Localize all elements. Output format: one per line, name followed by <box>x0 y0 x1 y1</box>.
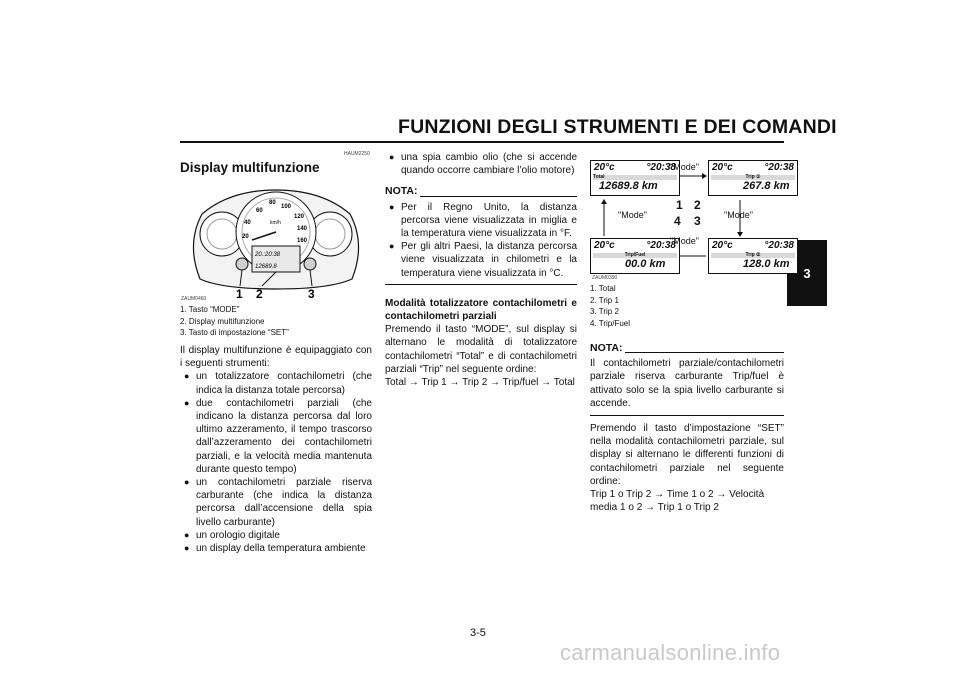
figure-captions <box>180 304 370 339</box>
diagram-number: 3 <box>694 214 701 228</box>
callout-2: 2 <box>256 287 263 301</box>
middle-column-text <box>385 151 577 389</box>
list-item: ● una spia cambio olio (che si accende quando occorre cambiare l’olio motore) <box>389 152 577 177</box>
set-button <box>304 258 316 270</box>
diagram-captions <box>590 283 780 329</box>
diagram-number: 2 <box>694 198 701 212</box>
bullet-icon: ● <box>389 241 395 252</box>
lcd-time: 20.:20:38 <box>255 252 281 258</box>
left-column-text <box>180 344 372 555</box>
nota-paragraph: Il contachilometri parziale/contachilometri parziale riserva carburante Trip/fuel è attivato solo se la spia livello carburante si accende. <box>590 358 784 409</box>
instrument-cluster-figure <box>180 184 372 310</box>
list-item: ● Per il Regno Unito, la distanza percorsa viene visualizzata in miglia e la temperatura viene visualizzata in °F. <box>389 201 577 240</box>
mode-diagram <box>590 160 794 275</box>
right-column-text <box>590 342 784 514</box>
bullet-icon: ● <box>389 152 395 162</box>
set-sequence: Trip 1 o Trip 2 → Time 1 o 2 → Velocità media 1 o 2 → Trip 1 o Trip 2 <box>590 489 765 514</box>
diagram-number: 4 <box>674 214 681 228</box>
bullet-icon: ● <box>184 543 190 554</box>
display-trip1: 20°c °20:38 Trip ① 267.8 km <box>708 160 798 196</box>
set-paragraph: Premendo il tasto d’impostazione “SET” nella modalità contachilometri parziale, sul display si alternano le differenti funzioni di contachilometri parziale nel seguente ordine: <box>590 423 784 487</box>
nota-heading: NOTA: <box>385 185 577 198</box>
gauge-number: 20 <box>242 234 249 240</box>
nota-heading: NOTA: <box>590 342 784 355</box>
subsection-title: Modalità totalizzatore contachilometri e contachilometri parziali <box>385 297 577 323</box>
page-number: 3-5 <box>470 627 486 639</box>
caption-item: 2. Display multifunzione <box>180 316 265 326</box>
mode-label: "Mode" <box>618 210 647 220</box>
list-item: ● due contachilometri parziali (che indicano la distanza percorsa dal loro ultimo azzeramento, il tempo trascorso dall’azzeramento dei contachilometri parziali, e la velocità media mantenuta durante questo tempo) <box>184 397 372 475</box>
figure-code: ZAUM0460 <box>181 296 207 302</box>
list-item: ● Per gli altri Paesi, la distanza percorsa viene visualizzata in chilometri e la temperatura viene visualizzata in °C. <box>389 241 577 279</box>
mode-sequence: Total → Trip 1 → Trip 2 → Trip/fuel → Total <box>385 377 575 389</box>
display-total: 20°c °20:38 Total 12689.8 km <box>590 160 680 196</box>
nota-end-rule <box>385 284 577 285</box>
callout-1: 1 <box>236 287 243 301</box>
caption-item: 1. Tasto “MODE” <box>180 305 240 314</box>
list-item: ● un display della temperatura ambiente <box>184 543 366 555</box>
nota-end-rule <box>590 415 784 416</box>
mode-label: "Mode" <box>670 162 699 172</box>
gauge-number: 60 <box>256 208 263 214</box>
list-item: ● un totalizzatore contachilometri (che indica la distanza totale percorsa) <box>184 371 372 396</box>
bullet-icon: ● <box>184 529 190 540</box>
mode-label: "Mode" <box>724 210 753 220</box>
gauge-number: 80 <box>269 200 276 206</box>
section-title: Display multifunzione <box>180 160 320 175</box>
gauge-number: 140 <box>297 226 308 232</box>
caption-item: 1. Total <box>590 284 616 293</box>
mode-button <box>236 258 248 270</box>
callout-3: 3 <box>308 287 315 301</box>
chapter-tab: 3 <box>787 240 827 306</box>
gauge-number: 160 <box>297 238 308 244</box>
display-trip2: 20°c °20:38 Trip ② 128.0 km <box>708 238 798 274</box>
gauge-number: 100 <box>281 204 292 210</box>
watermark: carmanualsonline.info <box>560 640 781 665</box>
caption-item: 3. Trip 2 <box>590 307 619 316</box>
gauge-number: 40 <box>244 220 251 226</box>
caption-item: 2. Trip 1 <box>590 295 619 305</box>
section-code: HAUM2250 <box>344 151 370 157</box>
caption-item: 3. Tasto di impostazione “SET” <box>180 328 289 337</box>
mode-paragraph: Premendo il tasto “MODE”, sul display si alternano le modalità di totalizzatore contachilometri “Total” e di contachilometri parziali “Trip” nel seguente ordine: <box>385 324 577 375</box>
caption-item: 4. Trip/Fuel <box>590 318 631 328</box>
header-rule <box>180 141 784 143</box>
mode-label: "Mode" <box>670 236 699 246</box>
bullet-icon: ● <box>184 477 190 488</box>
bullet-icon: ● <box>184 397 190 408</box>
list-item: ● un orologio digitale <box>184 529 280 541</box>
display-trip-fuel: 20°c °20:38 Trip/Fuel 00.0 km <box>590 238 680 274</box>
page-title: FUNZIONI DEGLI STRUMENTI E DEI COMANDI <box>398 116 837 138</box>
bullet-icon: ● <box>389 201 395 212</box>
gauge-number: 120 <box>294 214 305 220</box>
bullet-icon: ● <box>184 371 190 382</box>
figure-code: ZAUM0390 <box>592 275 618 281</box>
diagram-number: 1 <box>676 198 683 212</box>
lcd-total: 12689.8 <box>255 264 277 270</box>
list-item: ● un contachilometri parziale riserva carburante (che indica la distanza percorsa dall’accensione della spia livello carburante) <box>184 477 372 528</box>
speed-unit: km/h <box>270 220 281 226</box>
intro-paragraph: Il display multifunzione è equipaggiato con i seguenti strumenti: <box>180 345 372 370</box>
